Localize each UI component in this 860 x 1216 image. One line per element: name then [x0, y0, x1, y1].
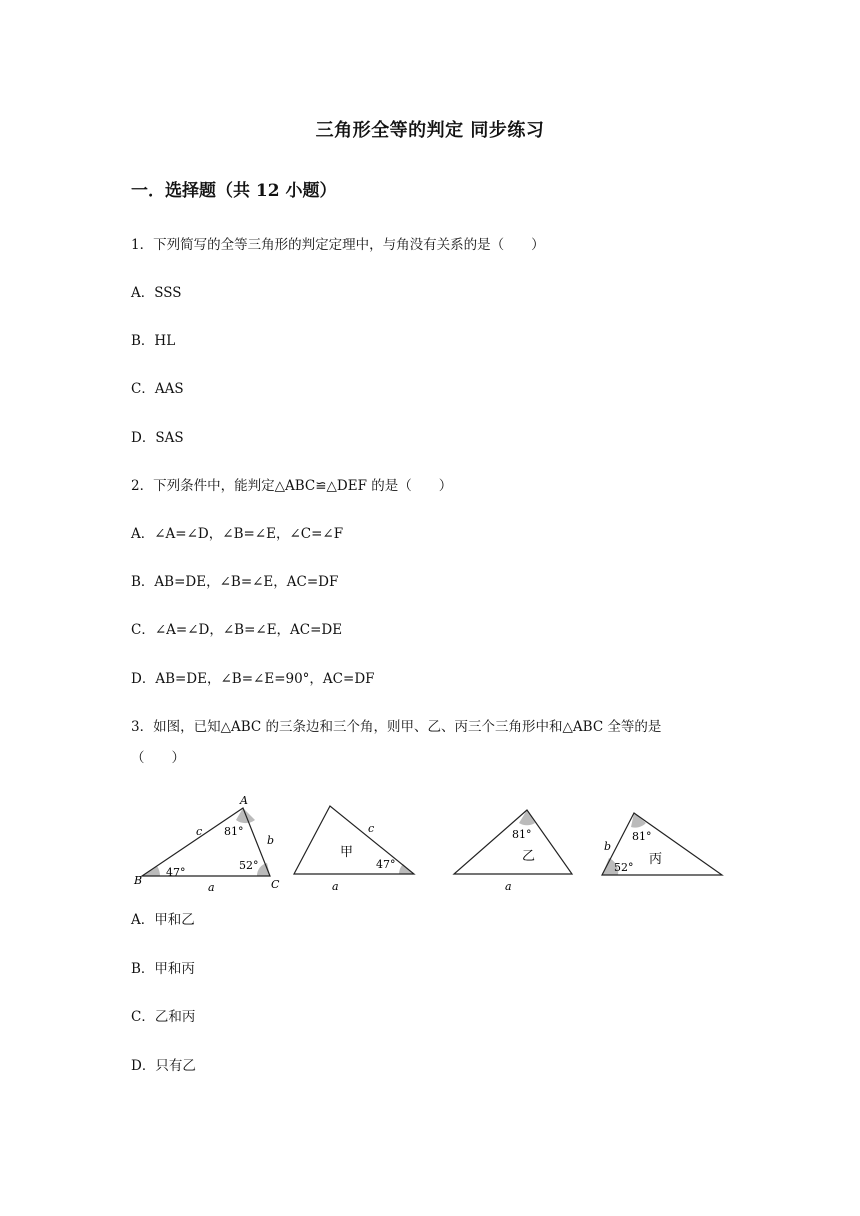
question-2-option-d[interactable]: D．AB=DE，∠B=∠E=90°，AC=DF — [131, 671, 375, 687]
label-jia-angle: 47° — [376, 858, 396, 871]
question-3-option-c[interactable]: C．乙和丙 — [131, 1009, 196, 1025]
label-jia-name: 甲 — [340, 845, 354, 860]
label-bing-angle-1: 81° — [632, 830, 652, 843]
question-3-option-d[interactable]: D．只有乙 — [131, 1058, 196, 1074]
question-3-stem: 3．如图，已知△ABC 的三条边和三个角，则甲、乙、丙三个三角形中和△ABC 全等的是 — [131, 719, 662, 735]
label-side-b: b — [267, 834, 275, 847]
question-1-option-d[interactable]: D．SAS — [131, 430, 184, 446]
label-yi-side-a: a — [505, 880, 512, 892]
label-side-c: c — [196, 825, 203, 838]
question-2-stem: 2．下列条件中，能判定△ABC≌△DEF 的是（ ） — [131, 478, 453, 494]
question-2-option-b[interactable]: B．AB=DE，∠B=∠E，AC=DF — [131, 574, 339, 590]
triangles-svg — [132, 792, 732, 892]
question-3-stem-paren: （ ） — [131, 750, 185, 766]
label-vertex-a: A — [240, 794, 248, 807]
question-3-option-a[interactable]: A．甲和乙 — [131, 912, 195, 928]
label-jia-side-c: c — [368, 822, 375, 835]
triangle-jia — [294, 806, 414, 892]
label-angle-c: 52° — [239, 859, 259, 872]
triangle-yi — [454, 810, 572, 892]
triangles-figure — [132, 792, 732, 896]
label-bing-angle-2: 52° — [614, 861, 634, 874]
question-3-option-b[interactable]: B．甲和丙 — [131, 961, 195, 977]
label-side-a: a — [208, 881, 215, 892]
question-1-option-a[interactable]: A．SSS — [131, 285, 182, 301]
question-1-option-c[interactable]: C．AAS — [131, 381, 184, 397]
label-angle-a: 81° — [224, 825, 244, 838]
question-2-option-a[interactable]: A．∠A=∠D，∠B=∠E，∠C=∠F — [131, 526, 344, 542]
label-bing-name: 丙 — [649, 852, 663, 867]
page-title: 三角形全等的判定 同步练习 — [315, 120, 545, 141]
label-angle-b: 47° — [166, 866, 186, 879]
label-yi-angle: 81° — [512, 828, 532, 841]
label-bing-side-b: b — [604, 840, 612, 853]
question-1-option-b[interactable]: B．HL — [131, 333, 176, 349]
triangle-abc — [133, 794, 280, 892]
question-2-option-c[interactable]: C．∠A=∠D，∠B=∠E，AC=DE — [131, 622, 343, 638]
triangle-bing — [602, 813, 722, 875]
label-vertex-b: B — [134, 874, 143, 887]
label-yi-name: 乙 — [522, 849, 536, 864]
label-vertex-c: C — [271, 878, 280, 891]
label-jia-side-a: a — [332, 880, 339, 892]
section-heading: 一．选择题（共 12 小题） — [131, 181, 337, 201]
question-1-stem: 1．下列简写的全等三角形的判定定理中，与角没有关系的是（ ） — [131, 237, 545, 253]
